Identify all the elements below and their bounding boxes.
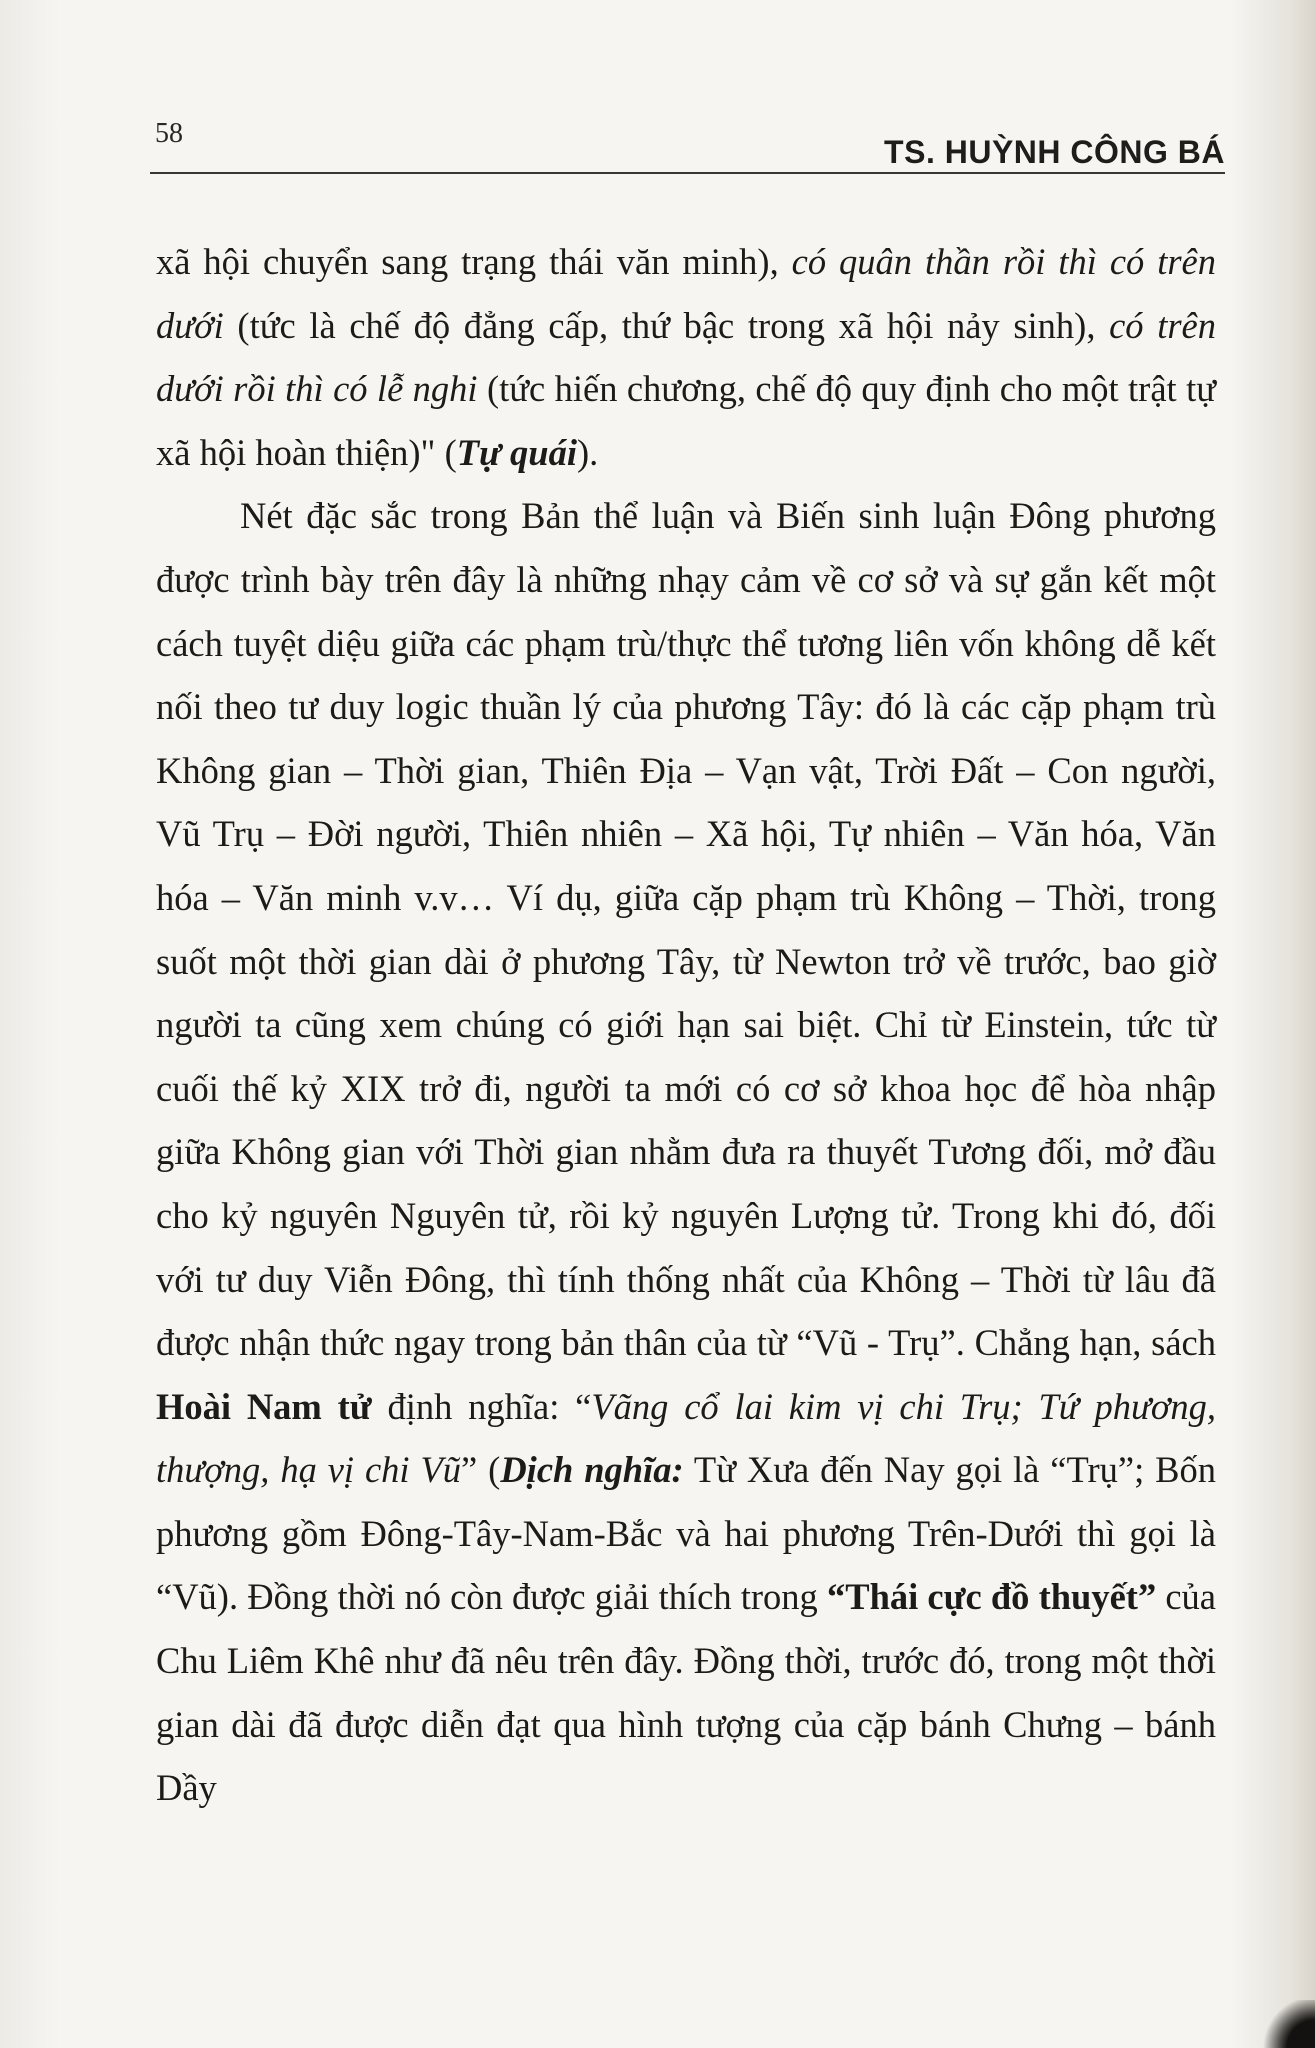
book-title: Hoài Nam tử xyxy=(156,1385,372,1427)
text-run: (tức hiến chương, chế độ quy định cho một trật tự xã hội hoàn thiện)" ( xyxy=(156,368,1216,473)
translation-label: Dịch nghĩa: xyxy=(500,1449,684,1491)
text-run: của Chu Liêm Khê như đã nêu trên đây. Đồng thời, trước đó, trong một thời gian dài đã được diễn đạt qua hình tượng của cặp bánh Chưng – bánh Dầy xyxy=(156,1576,1217,1809)
text-run: (tức là chế độ đẳng cấp, thứ bậc trong xã hội nảy sinh), xyxy=(223,304,1110,346)
source-citation: Tự quái xyxy=(456,431,577,473)
text-run: Nét đặc sắc trong Bản thể luận và Biến sinh luận Đông phương được trình bày trên đây là những nhạy cảm về cơ sở và sự gắn kết một cách tuyệt diệu giữa các phạm trù/thực thể tương liên vốn không dễ kết nối theo tư duy logic thuần lý của phương Tây: đó là các cặp phạm trù Không gian – Thời gian, Thiên Địa – Vạn vật, Trời Đất – Con người, Vũ Trụ – Đời người, Thiên nhiên – Xã hội, Tự nhiên – Văn hóa, Văn hóa – Văn minh v.v… Ví dụ, giữa cặp phạm trù Không – Thời, trong suốt một thời gian dài ở phương Tây, từ Newton trở về trước, bao giờ người ta cũng xem chúng có giới hạn sai biệt. Chỉ từ Einstein, tức từ cuối thế kỷ XIX trở đi, người ta mới có cơ sở khoa học để hòa nhập giữa Không gian với Thời gian nhằm đưa ra thuyết Tương đối, mở đầu cho kỷ nguyên Nguyên tử, rồi kỷ nguyên Lượng tử. Trong khi đó, đối với tư duy Viễn Đông, thì tính thống nhất của Không – Thời từ lâu đã được nhận thức ngay trong bản thân của từ “Vũ - Trụ”. Chẳng hạn, sách xyxy=(156,495,1216,1364)
italic-quote: có trên dưới rồi thì có lễ nghi xyxy=(156,304,1216,410)
running-head-author: TS. HUỲNH CÔNG BÁ xyxy=(884,134,1225,170)
header-rule xyxy=(150,172,1225,174)
italic-quote: Vãng cổ lai kim vị chi Trụ; Tứ phương, thượng, hạ vị chi Vũ xyxy=(156,1385,1216,1491)
text-run: Từ Xưa đến Nay gọi là “Trụ”; Bốn phương gồm Đông-Tây-Nam-Bắc và hai phương Trên-Dưới thì gọi là “Vũ). Đồng thời nó còn được giải thích trong xyxy=(156,1449,1217,1618)
body-text xyxy=(156,230,1216,1820)
text-run: xã hội chuyển sang trạng thái văn minh), xyxy=(156,241,792,282)
work-title: “Thái cực đồ thuyết” xyxy=(826,1576,1157,1618)
text-run: ” ( xyxy=(461,1449,501,1491)
paragraph-continuation xyxy=(156,230,1216,484)
text-run: ). xyxy=(576,431,599,473)
page-corner-shadow xyxy=(1245,2000,1315,2048)
page-header xyxy=(155,110,1225,170)
page-number: 58 xyxy=(155,118,183,149)
text-run: định nghĩa: “ xyxy=(371,1385,592,1427)
paragraph-main xyxy=(156,484,1216,1819)
italic-quote: có quân thần rồi thì có trên dưới xyxy=(156,241,1217,346)
